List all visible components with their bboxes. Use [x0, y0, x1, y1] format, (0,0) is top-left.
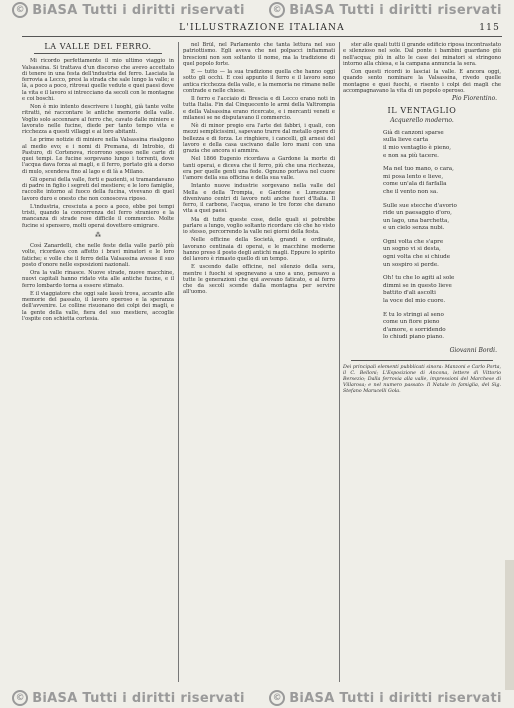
paragraph: E uscendo dalle officine, nel silenzio della sera, mentre i fuochi si spegnevano a uno a uno, pensavo a tutte le generazioni che qui avevano faticato, e al ferro che da secoli scende dalla montagna per servire all'uomo.	[183, 264, 335, 296]
poem-line: che il vento non sa.	[383, 188, 438, 195]
article-column-3	[343, 42, 501, 682]
watermark-item: © BiASA Tutti i diritti riservati	[269, 690, 502, 706]
footnote: Dei principali elementi pubblicati sinora: Manzoni e Carlo Porta, il C. Belloni; L'Esposizione di Ancona, lettere di Vittorio Bersezio; Dalla ferrovia alla valle, impressioni del Marchese di Villarosa; e nel numero passato: Il Natale in famiglia, del Sig. Stefano Marucelli Gola.	[343, 365, 501, 395]
poem-stanza	[383, 275, 501, 305]
poem-stanza	[383, 130, 501, 160]
paragraph: ster alle quali tutti il grande edificio riposa incontrastato e silenzioso nel sole. Dal ponte i bambini guardano giù nell'acqua; più in alto le case dei minatori si stringono intorno alla chiesa, e la campana annuncia la sera.	[343, 42, 501, 67]
poem-line: sulla lieve carta	[383, 137, 429, 144]
poem-stanza	[383, 166, 501, 196]
poem-line: e non sa più tacere.	[383, 152, 439, 159]
poem-line: ogni volta che si chiude	[383, 254, 451, 261]
article-title: LA VALLE DEL FERRO.	[44, 42, 152, 51]
copyright-icon: ©	[269, 690, 285, 706]
copyright-icon: ©	[12, 690, 28, 706]
article-body	[22, 58, 174, 229]
paragraph: Così Zanardelli, che nelle feste della valle parlò più volte, ricordava con affetto i bravi minatori e le loro fatiche; e volle che il ferro della Valsassina avesse il suo posto d'onore nelle esposizioni nazionali.	[22, 243, 174, 268]
poem-line: d'amore, e sorridendo	[383, 326, 446, 333]
article-column-2	[183, 42, 335, 682]
poem-line: come un'ala di farfalla	[383, 181, 447, 188]
poem-line: il mio ventaglio è pieno,	[383, 144, 452, 151]
poem-stanza	[383, 203, 501, 233]
article-column-1	[22, 42, 174, 682]
paragraph: L'industria, cresciuta a poco a poco, ebbe poi tempi tristi, quando la concorrenza del ferro straniero e la mancanza di strade rese difficile il commercio. Molte fucine si spensero, molti operai dovettero emigrare.	[22, 203, 174, 229]
copyright-icon: ©	[269, 2, 285, 18]
page-number: 115	[479, 23, 500, 33]
poem-line: un sospiro si perde.	[383, 261, 439, 268]
poem-signature: Giovanni Bordi.	[449, 347, 497, 354]
poem-line: un sogno vi si desta,	[383, 246, 441, 253]
watermark-bottom	[0, 688, 514, 708]
paragraph: Ora la valle rinasce. Nuove strade, nuove macchine, nuovi capitali hanno ridato vita alle antiche fucine, e il ferro lombardo torna a essere stimato.	[22, 270, 174, 289]
poem-line: la voce del mio cuore.	[383, 298, 446, 305]
paragraph: Mi ricordo perfettamente il mio ultimo viaggio in Valsassina. Si trattava d'un discorso che avevo accettato di tenere in una festa dell'industria del ferro. Lasciata la ferrovia a Lecco, presi la strada che sale lungo la valle; e là, a poco a poco, ritrovai quelle vedute e quei paesi dove la vita e il lavoro si intrecciano da secoli con le montagne e coi boschi.	[22, 58, 174, 102]
watermark-top	[0, 0, 514, 20]
poem-stanza	[383, 312, 501, 342]
poem-line: E tu lo stringi al seno	[383, 311, 444, 318]
copyright-icon: ©	[12, 2, 28, 18]
poem-line: dimmi se in questo lieve	[383, 282, 452, 289]
running-header	[22, 20, 502, 37]
paragraph: Con questi ricordi io lasciai la valle. E ancora oggi, quando sento nominare la Valsassina, rivedo quelle montagne e quei fuochi, e risento i colpi dei magli che accompagnavano la vita di un popolo operoso.	[343, 69, 501, 94]
poem-line: Sulle sue stecche d'avorio	[383, 202, 457, 209]
column-divider	[339, 42, 340, 682]
column-divider	[178, 42, 179, 682]
poem-line: lo chiudi piano piano.	[383, 334, 445, 341]
poem-line: Ma nel tuo mano, o cara,	[383, 166, 454, 173]
watermark-item: © BiASA Tutti i diritti riservati	[12, 2, 245, 18]
section-ornament: ⁂	[95, 231, 101, 239]
article-body	[183, 42, 335, 296]
paragraph: Nelle officine della Società, grandi e ordinate, lavorano centinaia di operai, e le macchine moderne hanno preso il posto degli antichi magli. Eppure lo spirito del lavoro è rimasto quello di un tempo.	[183, 237, 335, 262]
poem-line: Ogni volta che s'apre	[383, 238, 444, 245]
paragraph: Nel 1866 Eugenio ricordava a Gardone la morte di tanti operai, e diceva che il ferro, più che una ricchezza, era per quelle genti una fede. Ognuno portava nel cuore l'amore della sua officina e della sua valle.	[183, 156, 335, 181]
paragraph: nel Brûl, nel Parlamento che tanta lettura nel suo patriottismo. Egli aveva che nei polpacci infiammati brescioni non son soltanto il nome, ma la tradizione di quel popolo forte.	[183, 42, 335, 67]
paragraph: Nè di minor pregio era l'arte dei fabbri, i quali, con mezzi semplicissimi, sapevano trarre dal metallo opere di bellezza e di forza. Le ringhiere, i cancelli, gli arnesi del lavoro e della casa uscivano dalle loro mani con una grazia che ancora si ammira.	[183, 123, 335, 154]
page-edge-stain	[505, 560, 514, 690]
poem-subtitle: Acquerello moderno.	[390, 116, 454, 124]
title-rule	[34, 53, 162, 54]
poem-title: IL VENTAGLIO	[387, 106, 457, 116]
paragraph: Il ferro e l'acciaio di Brescia e di Lecco erano noti in tutta Italia. Fin dal Cinquecento le armi della Valtrompia e della Valsassina erano ricercate, e i mercanti veneti e milanesi se ne disputavano il commercio.	[183, 96, 335, 121]
poem-line: ride un paesaggio d'oro,	[383, 210, 452, 217]
poem-line: Già di canzoni sparse	[383, 129, 444, 136]
article-signature: Pio Fiorentino.	[451, 95, 497, 102]
poem-line: e un cielo senza nubi.	[383, 225, 445, 232]
paragraph: Non è mio intento descrivere i luoghi, già tante volte ritratti, né raccontare le antiche memorie della valle. Voglio solo accennare al ferro che, cavato dalle miniere e lavorato nelle fucine, diede per tanto tempo vita e ricchezza a questi villaggi e ai loro abitanti.	[22, 104, 174, 135]
poem-line: come un fiore pieno	[383, 319, 440, 326]
poem-line: battito d'ali ascolti	[383, 290, 436, 297]
poem-line: mi posa lento e lieve,	[383, 173, 444, 180]
paragraph: Le prime notizie di miniere nella Valsassina risalgono al medio evo; e i nomi di Premana, di Introbio, di Pasturo, di Cortenova, ricorrono spesso nelle carte di quei tempi. Le fucine sorgevano lungo i torrenti, dove l'acqua dava forza ai magli, e il ferro, portato giù a dorso di mulo, scendeva fino al lago e di là a Milano.	[22, 137, 174, 175]
paragraph: E — tutto — la sua tradizione quella che hanno oggi sotto gli occhi. E così appunto il ferro e il lavoro sono antica ricchezza della valle, e la memoria ne rimane nelle contrade e nelle chiese.	[183, 69, 335, 94]
watermark-item: © BiASA Tutti i diritti riservati	[12, 690, 245, 706]
paragraph: E il viaggiatore che oggi sale lassù trova, accanto alle memorie del passato, il lavoro operoso e la speranza dell'avvenire. Le colline risuonano dei colpi dei magli, e la gente della valle, fiera del suo mestiere, accoglie l'ospite con schietta cortesia.	[22, 290, 174, 322]
footnote-rule	[351, 360, 493, 361]
article-body-continued	[22, 243, 174, 322]
poem-line: un lago, una barchetta,	[383, 217, 450, 224]
watermark-item: © BiASA Tutti i diritti riservati	[269, 2, 502, 18]
paragraph: Intanto nuove industrie sorgevano nella valle del Mella e della Trompia, e Gardone e Lumezzane divenivano centri di lavoro noti anche fuori d'Italia. Il ferro, il carbone, l'acqua, erano le tre forze che davano vita a quei paesi.	[183, 183, 335, 215]
poem-body	[343, 130, 501, 342]
poem-line: Oh! tu che lo agiti al sole	[383, 275, 455, 282]
paragraph: Gli operai della valle, forti e pazienti, si tramandavano di padre in figlio i segreti del mestiere; e le loro famiglie, raccolte intorno al fuoco della fucina, vivevano di quel lavoro duro e onesto che non conosceva riposo.	[22, 176, 174, 202]
running-title: L'ILLUSTRAZIONE ITALIANA	[179, 23, 345, 33]
poem-stanza	[383, 239, 501, 269]
article-body	[343, 42, 501, 94]
paragraph: Ma di tutte queste cose, delle quali si potrebbe parlare a lungo, voglio soltanto ricordare ciò che ho visto io stesso, percorrendo la valle nei giorni della festa.	[183, 216, 335, 235]
